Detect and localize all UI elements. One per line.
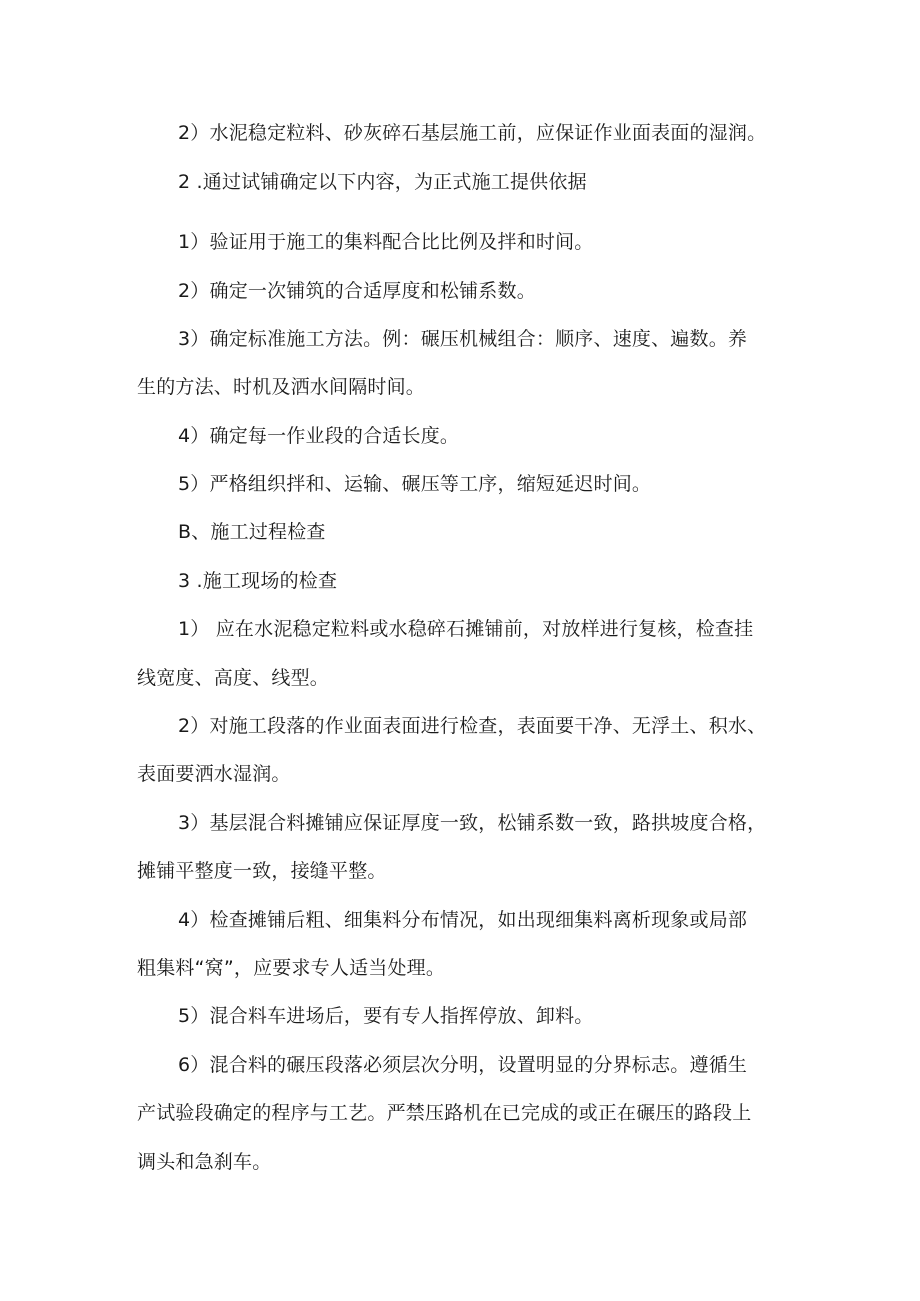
text-line: 产试验段确定的程序与工艺。严禁压路机在已完成的或正在碾压的路段上 bbox=[137, 1102, 752, 1124]
text-line: 表面要洒水湿润。 bbox=[137, 763, 291, 785]
text-line: 3）确定标准施工方法。例：碾压机械组合：顺序、速度、遍数。养 bbox=[178, 328, 748, 350]
section-heading: 2 .通过试铺确定以下内容，为正式施工提供依据 bbox=[178, 171, 587, 193]
text-line: 粗集料“窝”，应要求专人适当处理。 bbox=[137, 957, 446, 979]
text-line: 2）确定一次铺筑的合适厚度和松铺系数。 bbox=[178, 280, 536, 302]
text-line: 6）混合料的碾压段落必须层次分明，设置明显的分界标志。遵循生 bbox=[178, 1054, 748, 1076]
text-line: 4）检查摊铺后粗、细集料分布情况，如出现细集料离析现象或局部 bbox=[178, 909, 748, 931]
text-line: 5）严格组织拌和、运输、碾压等工序，缩短延迟时间。 bbox=[178, 473, 652, 495]
text-line: 4）确定每一作业段的合适长度。 bbox=[178, 425, 460, 447]
section-heading: B、施工过程检查 bbox=[178, 521, 326, 543]
text-line: 1）验证用于施工的集料配合比比例及拌和时间。 bbox=[178, 231, 594, 253]
text-line: 1） 应在水泥稳定粒料或水稳碎石摊铺前，对放样进行复核，检查挂 bbox=[178, 618, 754, 640]
text-line: 线宽度、高度、线型。 bbox=[137, 667, 330, 689]
text-line: 2）水泥稳定粒料、砂灰碎石基层施工前，应保证作业面表面的湿润。 bbox=[178, 122, 767, 144]
section-heading: 3 .施工现场的检查 bbox=[178, 570, 338, 592]
text-line: 2）对施工段落的作业面表面进行检查，表面要干净、无浮土、积水、 bbox=[178, 715, 767, 737]
text-line: 3）基层混合料摊铺应保证厚度一致，松铺系数一致，路拱坡度合格， bbox=[178, 812, 767, 834]
text-line: 调头和急刹车。 bbox=[137, 1151, 272, 1173]
text-line: 5）混合料车进场后，要有专人指挥停放、卸料。 bbox=[178, 1005, 594, 1027]
text-line: 生的方法、时机及洒水间隔时间。 bbox=[137, 376, 426, 398]
text-line: 摊铺平整度一致，接缝平整。 bbox=[137, 860, 387, 882]
